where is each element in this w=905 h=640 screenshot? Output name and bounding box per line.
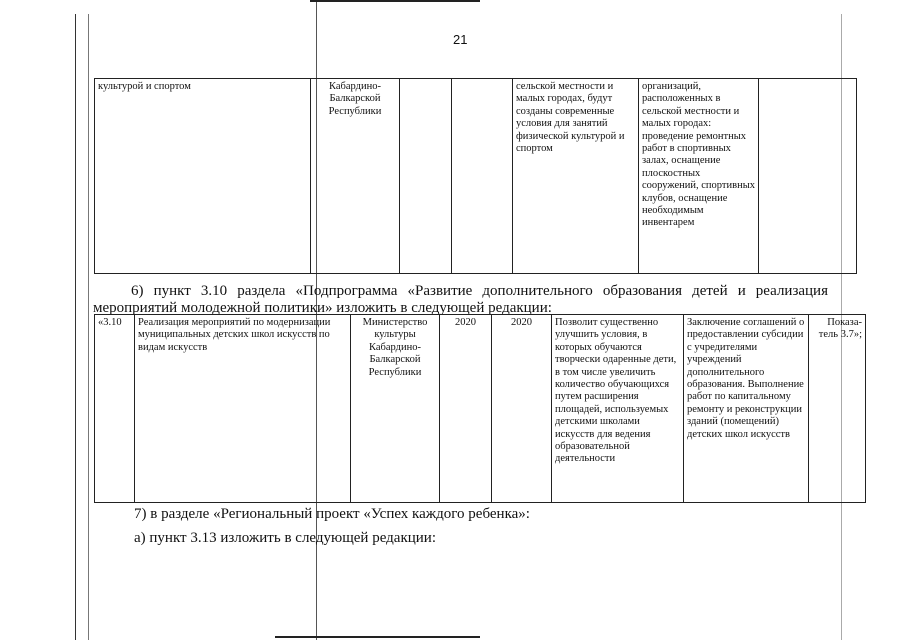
cell-end-year: 2020	[492, 315, 552, 503]
cell-measures: Заключение соглашений о предоставлении субсидии с учредителями учреждений дополнительного образования. Выполнение работ по капитальному ремонту и реконструкции зданий (помещений) детских школ искусств	[684, 315, 809, 503]
paragraph-a: а) пункт 3.13 изложить в следующей редакции:	[134, 530, 436, 546]
cell-measures: организаций, расположенных в сельской местности и малых городах: проведение ремонтных работ в спортивных залах, оснащение плоскостных сооружений, спортивных клубов, оснащение необходимым инвентарем	[639, 79, 759, 274]
cell-indicator	[759, 79, 857, 274]
paragraph-7: 7) в разделе «Региональный проект «Успех каждого ребенка»:	[134, 506, 530, 522]
cell-number: «3.10	[95, 315, 135, 503]
page-number: 21	[453, 32, 468, 47]
table-item-3-10	[94, 314, 866, 503]
cell-executor: Министерство культуры Кабардино-Балкарской Республики	[351, 315, 440, 503]
left-margin-line-inner	[88, 14, 89, 640]
paragraph-6	[93, 283, 828, 317]
table-row	[95, 79, 857, 274]
cell-name: культурой и спортом	[95, 79, 311, 274]
cell-indicator: Показа-тель 3.7»;	[809, 315, 866, 503]
table-row	[95, 315, 866, 503]
cell-result: сельской местности и малых городах, будут созданы современные условия для занятий физической культурой и спортом	[513, 79, 639, 274]
left-margin-line-outer	[75, 14, 76, 640]
cell-executor: Кабардино-Балкарской Республики	[311, 79, 400, 274]
cell-name: Реализация мероприятий по модернизации муниципальных детских школ искусств по видам искусств	[135, 315, 351, 503]
cell-start-year: 2020	[440, 315, 492, 503]
top-edge-line	[310, 0, 480, 2]
paragraph-6-line-1: 6) пункт 3.10 раздела «Подпрограмма «Развитие дополнительного образования детей и реализация	[131, 283, 828, 299]
cell-end-year	[452, 79, 513, 274]
paragraph-6-line-2: мероприятий молодежной политики» изложить в следующей редакции:	[93, 300, 552, 316]
cell-result: Позволит существенно улучшить условия, в которых обучаются творчески одаренные дети, в том числе увеличить количество обучающихся путем расширения площадей, используемых детскими школами искусств для ведения образовательной деятельности	[552, 315, 684, 503]
bottom-edge-line	[275, 636, 480, 638]
table-continuation	[94, 78, 857, 274]
cell-start-year	[400, 79, 452, 274]
